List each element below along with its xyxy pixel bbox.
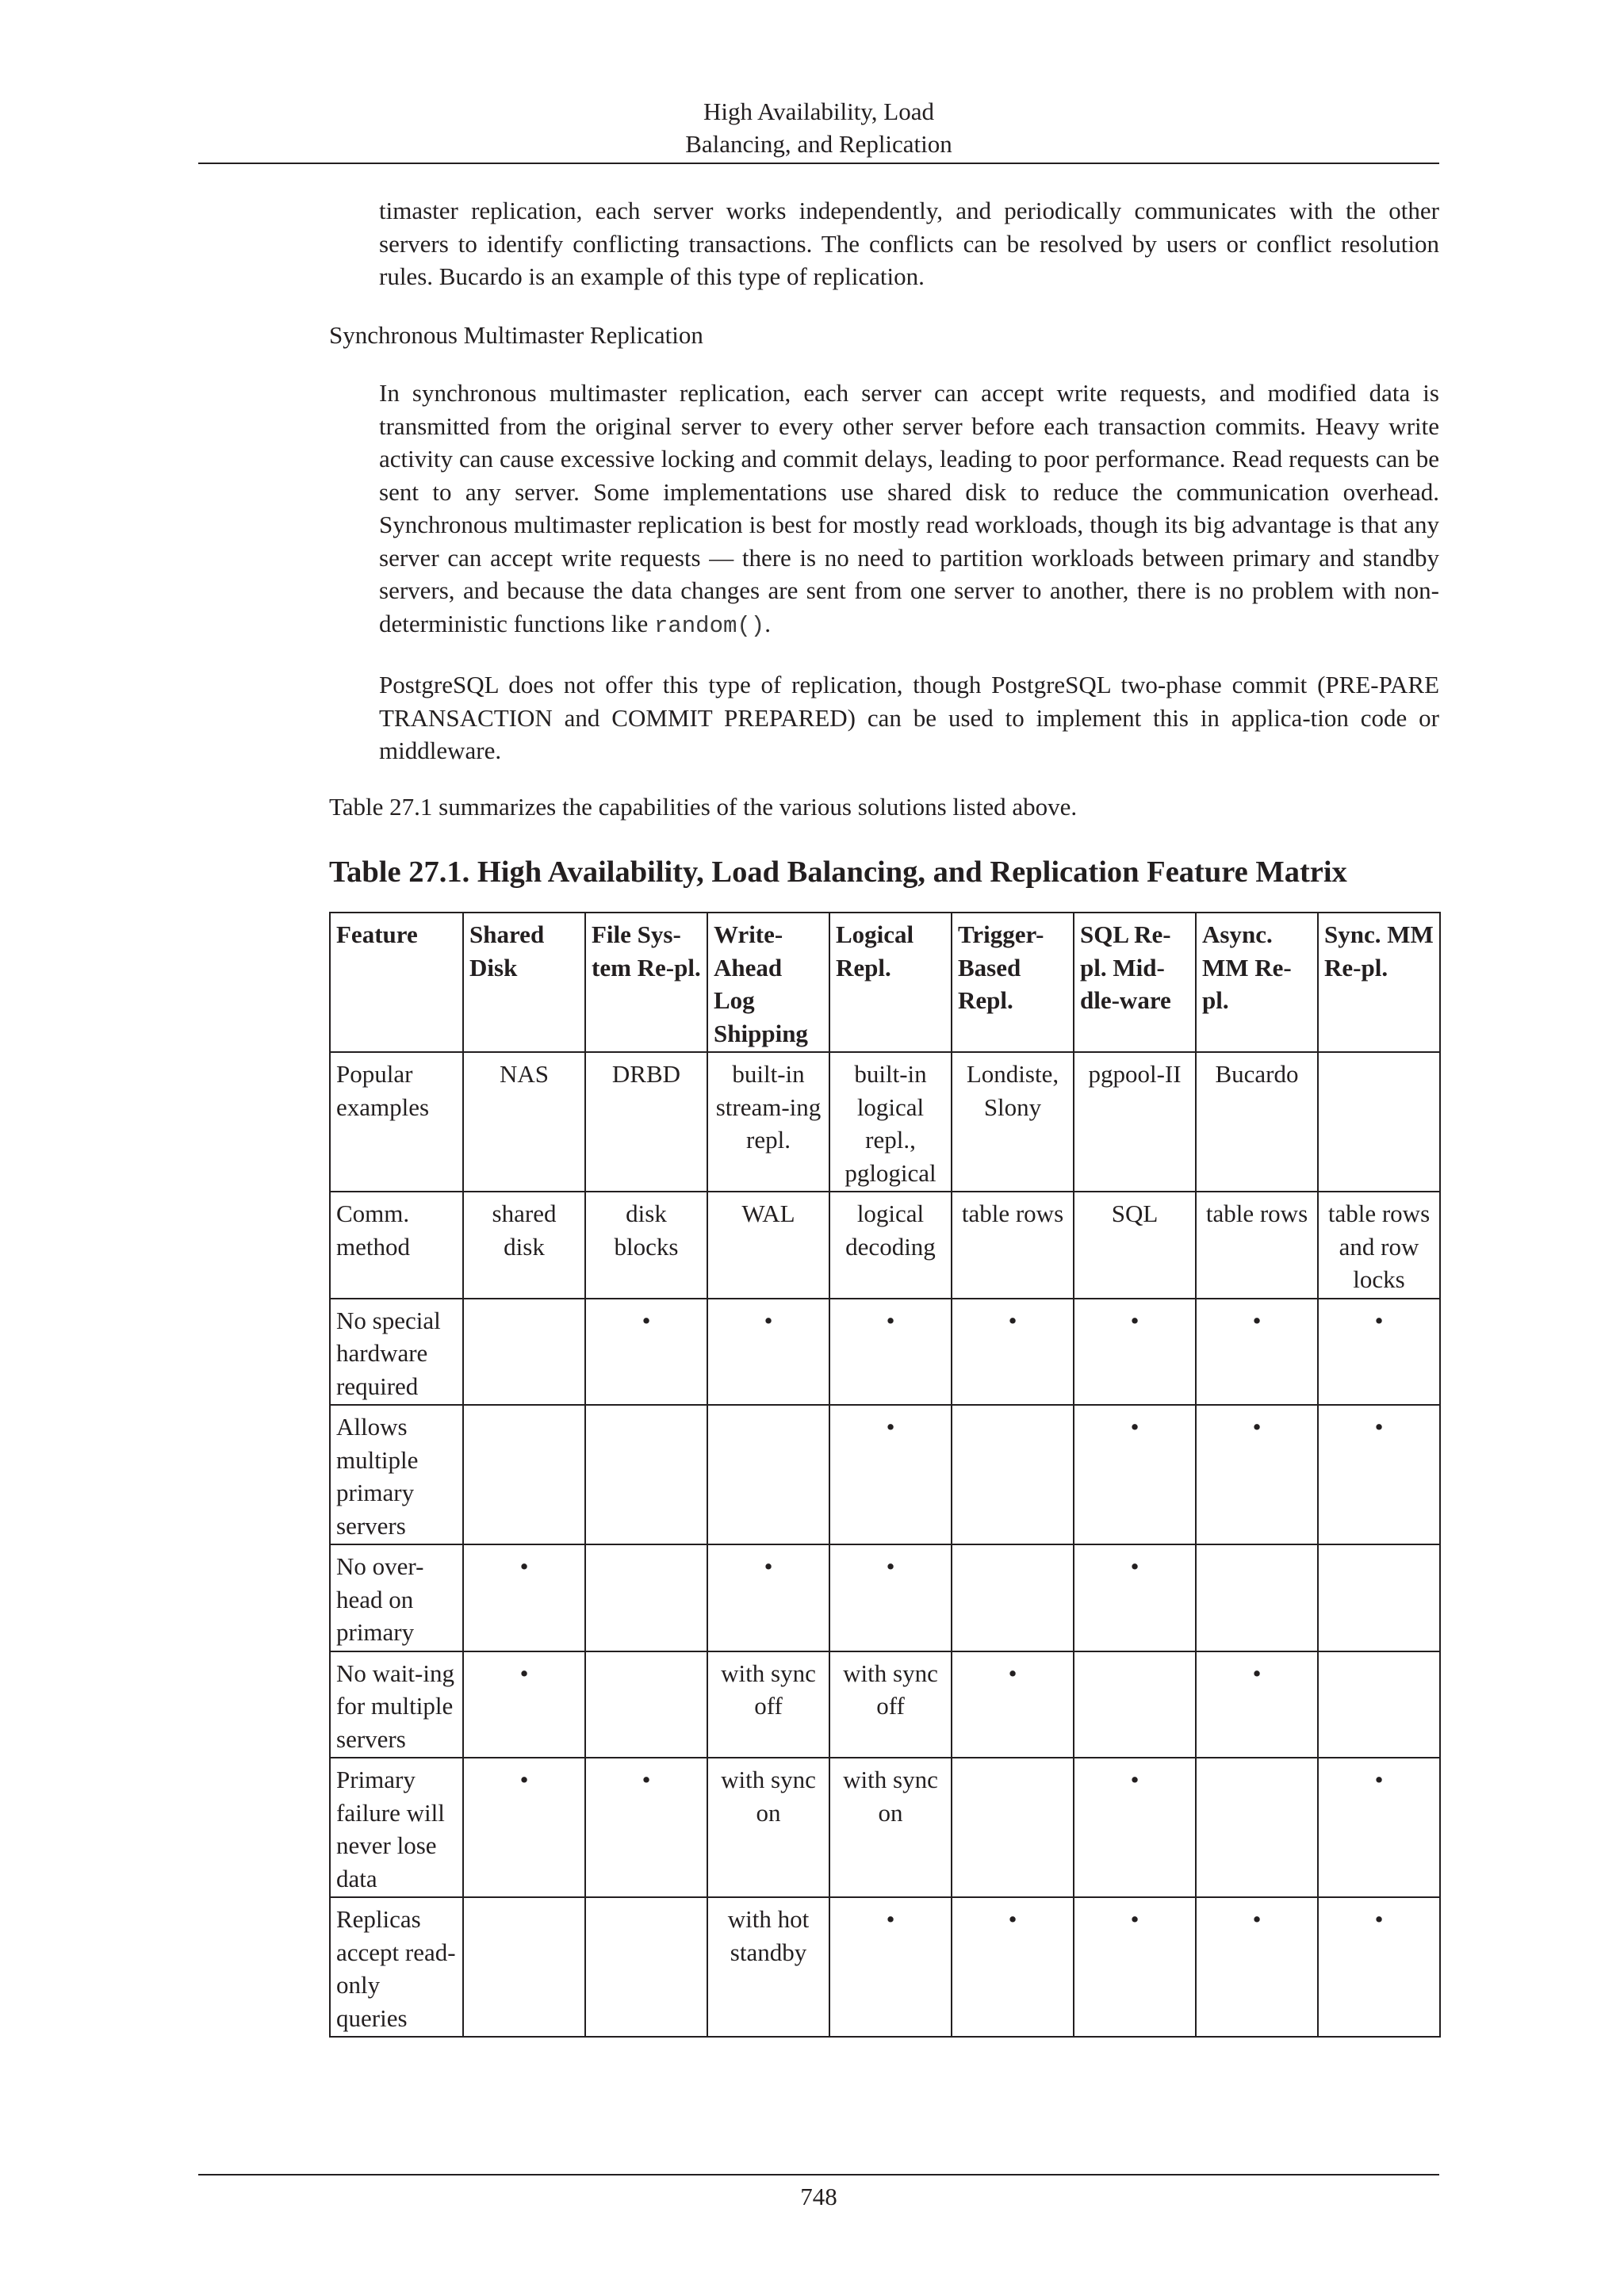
paragraph-postgresql-support: PostgreSQL does not offer this type of replication, though PostgreSQL two-phase commit (PRE-PARE TRANSACTION and COMMIT PREPARED) can be used to implement this in applica-tion code or middleware.	[379, 671, 1439, 764]
table-cell	[585, 1651, 707, 1758]
table-cell: with hot standby	[707, 1897, 829, 2037]
column-header-logical-repl: Logical Repl.	[829, 913, 952, 1052]
table-cell	[1196, 1544, 1318, 1651]
column-header-async-mm-repl: Async. MM Re-pl.	[1196, 913, 1318, 1052]
table-cell: •	[1074, 1544, 1196, 1651]
header-rule	[198, 163, 1439, 164]
table-cell: table rows and row locks	[1318, 1192, 1440, 1299]
column-header-sync-mm-repl: Sync. MM Re-pl.	[1318, 913, 1440, 1052]
table-cell	[1318, 1052, 1440, 1192]
running-header	[198, 95, 1439, 160]
paragraph-sync-multimaster-period: .	[764, 609, 771, 637]
table-cell: •	[1196, 1405, 1318, 1544]
table-cell: logical decoding	[829, 1192, 952, 1299]
table-cell: •	[463, 1758, 585, 1897]
table-cell: •	[463, 1544, 585, 1651]
table-cell	[952, 1758, 1074, 1897]
table-row	[330, 1192, 1440, 1299]
table-cell: •	[1074, 1299, 1196, 1406]
running-header-line-1: High Availability, Load	[703, 98, 934, 125]
section-heading-sync-multimaster: Synchronous Multimaster Replication	[329, 321, 703, 349]
table-cell: •	[463, 1651, 585, 1758]
row-header: Popular examples	[330, 1052, 463, 1192]
table-cell	[952, 1405, 1074, 1544]
column-header-sql-middleware: SQL Re-pl. Mid-dle-ware	[1074, 913, 1196, 1052]
table-cell: with sync off	[707, 1651, 829, 1758]
column-header-feature: Feature	[330, 913, 463, 1052]
table-cell: with sync on	[707, 1758, 829, 1897]
table-row	[330, 1299, 1440, 1406]
table-row	[330, 1651, 1440, 1758]
table-header-row	[330, 913, 1440, 1052]
table-cell	[463, 1897, 585, 2037]
paragraph-async-multimaster-end: timaster replication, each server works independently, and periodically communicates with the other servers to identify conflicting transactions. The conflicts can be resolved by users or conflict resolution rules. Bucardo is an example of this type of replication.	[379, 197, 1439, 290]
table-row	[330, 1405, 1440, 1544]
table-cell: •	[829, 1299, 952, 1406]
table-cell: •	[1196, 1651, 1318, 1758]
table-cell	[952, 1544, 1074, 1651]
row-header: Allows multiple primary servers	[330, 1405, 463, 1544]
paragraph-sync-multimaster-text: In synchronous multimaster replication, each server can accept write requests, and modified data is transmitted from the original server to every other server before each transaction commits. Heavy write activity can cause excessive locking and commit delays, leading to poor performance. Read requests can be sent to any server. Some implementations use shared disk to reduce the communication overhead. Synchronous multimaster replication is best for mostly read workloads, though its big advantage is that any server can accept write requests — there is no need to partition workloads between primary and standby servers, and because the data changes are sent from one server to another, there is no problem with non-deterministic functions like	[379, 379, 1439, 637]
table-cell: •	[585, 1299, 707, 1406]
column-header-file-system-repl: File Sys-tem Re-pl.	[585, 913, 707, 1052]
running-header-line-2: Balancing, and Replication	[685, 130, 952, 158]
table-cell: built-in stream-ing repl.	[707, 1052, 829, 1192]
table-cell: table rows	[1196, 1192, 1318, 1299]
table-cell: shared disk	[463, 1192, 585, 1299]
table-cell: •	[1074, 1897, 1196, 2037]
table-cell: table rows	[952, 1192, 1074, 1299]
table-cell: pgpool-II	[1074, 1052, 1196, 1192]
table-cell: WAL	[707, 1192, 829, 1299]
table-cell	[463, 1405, 585, 1544]
column-header-trigger-based-repl: Trigger-Based Repl.	[952, 913, 1074, 1052]
table-cell: •	[707, 1299, 829, 1406]
table-row	[330, 1758, 1440, 1897]
feature-matrix-table	[329, 912, 1441, 2038]
table-cell: •	[829, 1405, 952, 1544]
table-cell	[463, 1299, 585, 1406]
table-cell: •	[952, 1897, 1074, 2037]
table-cell: •	[1196, 1299, 1318, 1406]
table-title: Table 27.1. High Availability, Load Balancing, and Replication Feature Matrix	[329, 855, 1347, 889]
table-cell	[1318, 1651, 1440, 1758]
row-header: No over-head on primary	[330, 1544, 463, 1651]
table-cell: Bucardo	[1196, 1052, 1318, 1192]
table-cell	[585, 1897, 707, 2037]
table-cell: with sync on	[829, 1758, 952, 1897]
table-cell: NAS	[463, 1052, 585, 1192]
paragraph-sync-multimaster	[379, 377, 1439, 642]
table-cell: •	[952, 1299, 1074, 1406]
row-header: Replicas accept read-only queries	[330, 1897, 463, 2037]
table-cell	[707, 1405, 829, 1544]
table-cell	[585, 1405, 707, 1544]
table-cell	[1196, 1758, 1318, 1897]
table-cell: •	[585, 1758, 707, 1897]
table-cell: •	[829, 1544, 952, 1651]
table-cell: •	[829, 1897, 952, 2037]
table-cell: •	[952, 1651, 1074, 1758]
table-cell	[585, 1544, 707, 1651]
table-cell: built-in logical repl., pglogical	[829, 1052, 952, 1192]
table-cell	[1074, 1651, 1196, 1758]
page-number: 748	[800, 2183, 837, 2210]
row-header: No special hardware required	[330, 1299, 463, 1406]
paragraph-table-intro: Table 27.1 summarizes the capabilities of the various solutions listed above.	[329, 793, 1078, 821]
table-cell: •	[1074, 1405, 1196, 1544]
table-cell: SQL	[1074, 1192, 1196, 1299]
column-header-shared-disk: Shared Disk	[463, 913, 585, 1052]
table-cell: •	[1074, 1758, 1196, 1897]
footer-rule	[198, 2174, 1439, 2175]
table-row	[330, 1897, 1440, 2037]
table-cell: Londiste, Slony	[952, 1052, 1074, 1192]
table-cell: •	[707, 1544, 829, 1651]
table-cell: with sync off	[829, 1651, 952, 1758]
table-cell	[1318, 1544, 1440, 1651]
table-row	[330, 1544, 1440, 1651]
table-cell: •	[1318, 1299, 1440, 1406]
code-random-function: random()	[653, 612, 765, 639]
table-cell: •	[1318, 1758, 1440, 1897]
table-cell: DRBD	[585, 1052, 707, 1192]
column-header-wal-shipping: Write-Ahead Log Shipping	[707, 913, 829, 1052]
row-header: No wait-ing for multiple servers	[330, 1651, 463, 1758]
table-cell: •	[1196, 1897, 1318, 2037]
table-cell: •	[1318, 1897, 1440, 2037]
table-cell: disk blocks	[585, 1192, 707, 1299]
table-row	[330, 1052, 1440, 1192]
table-cell: •	[1318, 1405, 1440, 1544]
row-header: Primary failure will never lose data	[330, 1758, 463, 1897]
row-header: Comm. method	[330, 1192, 463, 1299]
